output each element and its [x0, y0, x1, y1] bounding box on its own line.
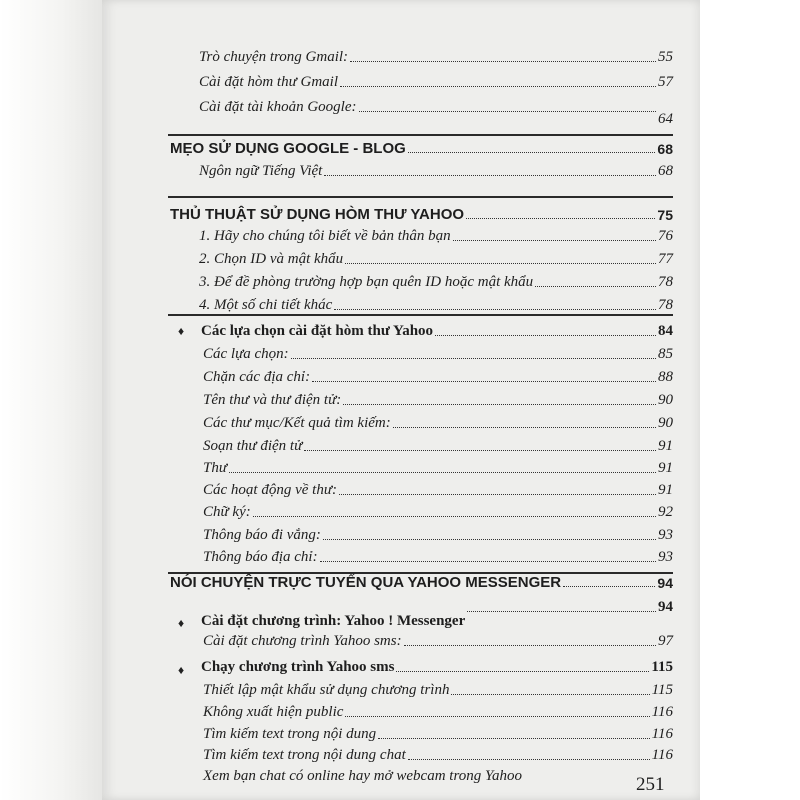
toc-entry-label: Cài đặt chương trình Yahoo sms: [203, 633, 402, 649]
toc-entry [203, 524, 673, 544]
toc-entry-label: 3. Để đề phòng trường hợp bạn quên ID hoặc mật khẩu [199, 274, 534, 290]
dot-leader [408, 759, 650, 760]
toc-entry-page: 91 [658, 482, 673, 498]
dot-leader [340, 86, 656, 87]
dot-leader [334, 309, 656, 310]
toc-entry-label: Cài đặt chương trình: Yahoo ! Messenger [201, 613, 466, 629]
dot-leader [396, 671, 649, 672]
toc-entry-page: 55 [658, 49, 673, 65]
toc-entry [203, 479, 673, 499]
dot-leader [466, 218, 655, 219]
toc-entry-page: 78 [658, 297, 673, 313]
section-page: 94 [657, 575, 673, 591]
toc-entry-page: 78 [658, 274, 673, 290]
dot-leader [253, 516, 656, 517]
dot-leader [408, 152, 656, 153]
toc-entry-label: Soạn thư điện tử [203, 438, 303, 454]
toc-entry-label: Các hoạt động về thư: [203, 482, 337, 498]
toc-entry [203, 679, 673, 699]
toc-entry-page: 93 [658, 549, 673, 565]
toc-entry [199, 248, 673, 268]
toc-entry [199, 294, 673, 314]
toc-entry-label: Thư [203, 460, 228, 476]
dot-leader [451, 694, 649, 695]
dot-leader [324, 175, 656, 176]
toc-entry-page: 92 [658, 504, 673, 520]
section-page: 75 [657, 207, 673, 223]
toc-entry [199, 71, 673, 91]
toc-entry-page: 91 [658, 460, 673, 476]
bullet-icon: ♦ [178, 324, 185, 338]
dot-leader [339, 494, 656, 495]
toc-entry [203, 546, 673, 566]
toc-entry-label: Tên thư và thư điện tử: [203, 392, 342, 408]
toc-entry [203, 744, 673, 764]
dot-leader [343, 404, 656, 405]
toc-entry-label: 4. Một số chi tiết khác [199, 297, 333, 313]
dot-leader [467, 611, 656, 612]
toc-entry [203, 366, 673, 386]
dot-leader [535, 286, 656, 287]
toc-entry [203, 701, 673, 721]
section-title: NÓI CHUYỆN TRỰC TUYẾN QUA YAHOO MESSENGER [170, 574, 562, 591]
toc-entry-label: Cài đặt tài khoản Google: [199, 99, 357, 115]
toc-entry-label: Thông báo địa chỉ: [203, 549, 318, 565]
toc-entry-label: Xem bạn chat có online hay mở webcam trong Yahoo [203, 768, 522, 784]
section-divider [168, 134, 673, 136]
toc-entry-label: 1. Hãy cho chúng tôi biết về bản thân bạn [199, 228, 451, 244]
dot-leader [304, 450, 656, 451]
dot-leader [404, 645, 656, 646]
toc-entry-page: 94 [658, 599, 673, 615]
toc-entry [203, 435, 673, 455]
background-right [700, 0, 800, 800]
page-number: 251 [636, 774, 665, 795]
toc-entry [203, 457, 673, 477]
toc-entry-label: Thiết lập mật khẩu sử dụng chương trình [203, 682, 450, 698]
toc-entry [203, 412, 673, 432]
toc-entry-label: Cài đặt hòm thư Gmail [199, 74, 339, 90]
section-title: THỦ THUẬT SỬ DỤNG HÒM THƯ YAHOO [170, 206, 465, 223]
section-heading [170, 571, 673, 591]
toc-entry-label: Không xuất hiện public [203, 704, 344, 720]
toc-entry-label: Tìm kiếm text trong nội dung chat [203, 747, 406, 763]
section-title: MẸO SỬ DỤNG GOOGLE - BLOG [170, 140, 406, 157]
toc-entry-label: Chặn các địa chỉ: [203, 369, 311, 385]
toc-entry-label: Ngôn ngữ Tiếng Việt [199, 163, 323, 179]
toc-entry [199, 46, 673, 66]
toc-entry-label: Các lựa chọn: [203, 346, 289, 362]
section-divider [168, 196, 673, 198]
toc-entry [203, 501, 673, 521]
dot-leader [435, 335, 656, 336]
section-heading [170, 203, 673, 223]
toc-bullet-entry [201, 656, 673, 676]
toc-entry-page: 115 [651, 659, 673, 675]
dot-leader [312, 381, 656, 382]
dot-leader [359, 111, 657, 112]
toc-entry-label: 2. Chọn ID và mật khẩu [199, 251, 344, 267]
dot-leader [345, 263, 656, 264]
toc-entry-page: 115 [651, 682, 673, 698]
toc-entry-page: 76 [658, 228, 673, 244]
toc-entry-label: Tìm kiếm text trong nội dung [203, 726, 377, 742]
bullet-icon: ♦ [178, 616, 185, 630]
toc-entry-page: 90 [658, 415, 673, 431]
dot-leader [393, 427, 656, 428]
toc-entry-page: 116 [651, 747, 673, 763]
toc-entry-page: 97 [658, 633, 673, 649]
dot-leader [563, 586, 655, 587]
dot-leader [350, 61, 656, 62]
toc-entry-page: 88 [658, 369, 673, 385]
toc-bullet-entry [201, 596, 673, 629]
dot-leader [378, 738, 649, 739]
toc-entry-page: 116 [651, 704, 673, 720]
toc-entry-page: 91 [658, 438, 673, 454]
toc-entry [199, 225, 673, 245]
toc-entry [199, 160, 673, 180]
section-page: 68 [657, 141, 673, 157]
dot-leader [323, 539, 656, 540]
toc-entry-label: Trò chuyện trong Gmail: [199, 49, 349, 65]
toc-entry-page: 68 [658, 163, 673, 179]
toc-entry-page: 90 [658, 392, 673, 408]
toc-entry [203, 630, 673, 650]
section-divider [168, 314, 673, 316]
toc-entry [203, 723, 673, 743]
toc-entry-label: Thông báo đi vắng: [203, 527, 321, 543]
toc-entry-label: Các lựa chọn cài đặt hòm thư Yahoo [201, 323, 434, 339]
dot-leader [320, 561, 656, 562]
toc-entry-page: 77 [658, 251, 673, 267]
toc-entry [199, 271, 673, 291]
dot-leader [291, 358, 656, 359]
toc-entry-label: Chạy chương trình Yahoo sms [201, 659, 395, 675]
toc-entry-page: 84 [658, 323, 673, 339]
toc-entry [203, 343, 673, 363]
toc-bullet-entry [201, 320, 673, 340]
section-heading [170, 137, 673, 157]
background-left [0, 0, 102, 800]
toc-entry [199, 96, 673, 127]
toc-entry-page: 85 [658, 346, 673, 362]
bullet-icon: ♦ [178, 663, 185, 677]
toc-entry [203, 765, 603, 785]
dot-leader [453, 240, 656, 241]
toc-entry-page: 116 [651, 726, 673, 742]
dot-leader [229, 472, 656, 473]
dot-leader [345, 716, 649, 717]
toc-entry-label: Chữ ký: [203, 504, 251, 520]
toc-entry-page: 57 [658, 74, 673, 90]
toc-entry [203, 389, 673, 409]
toc-entry-page: 93 [658, 527, 673, 543]
toc-entry-label: Các thư mục/Kết quả tìm kiếm: [203, 415, 391, 431]
toc-entry-page: 64 [658, 111, 673, 127]
